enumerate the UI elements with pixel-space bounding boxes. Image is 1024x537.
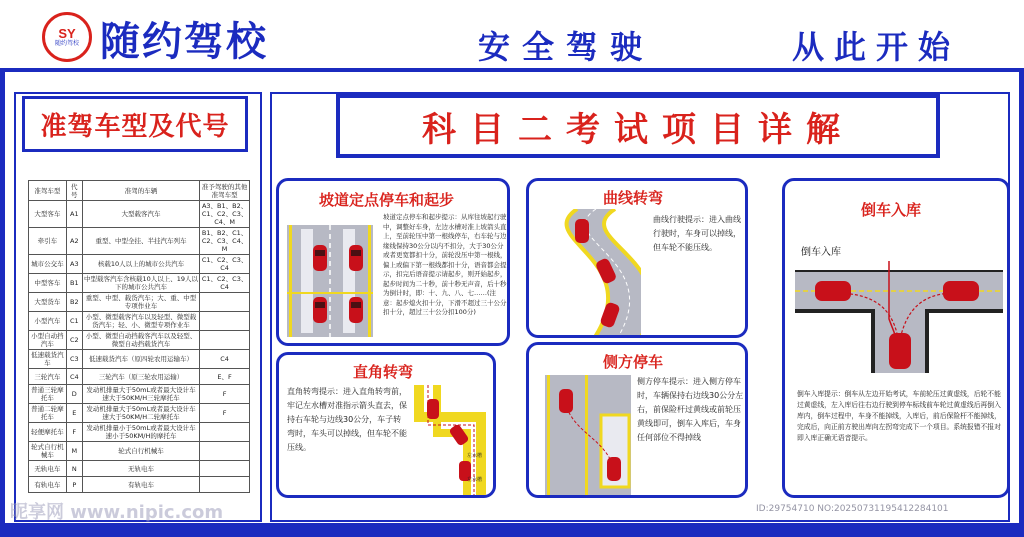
- table-header: 代号: [66, 181, 82, 201]
- table-cell: A3、B1、B2、C1、C2、C3、C4、M: [200, 201, 250, 228]
- right-edge: [1019, 72, 1024, 532]
- table-cell: 轮式自行机械车: [82, 442, 199, 461]
- table-cell: C4: [66, 369, 82, 385]
- table-cell: F: [200, 385, 250, 404]
- table-cell: 无轨电车: [29, 461, 67, 477]
- table-cell: 小型汽车: [29, 312, 67, 331]
- logo-subtext: 随约驾校: [54, 39, 79, 47]
- car-icon: [815, 281, 851, 301]
- table-cell: 小型、微型自动挡载客汽车以及轻型、微型自动挡载货汽车: [82, 331, 199, 350]
- table-cell: 有轨电车: [29, 477, 67, 493]
- table-cell: 大型货车: [29, 293, 67, 312]
- table-cell: [200, 423, 250, 442]
- table-header: 准驾的车辆: [82, 181, 199, 201]
- table-cell: 重型、中型全挂、半挂汽车列车: [82, 228, 199, 255]
- table-row: [29, 331, 250, 350]
- table-cell: B1、B2、C1、C2、C3、C4、M: [200, 228, 250, 255]
- side-parking-text: 侧方停车提示：进入侧方停车时，车辆保持右边线30公分左右，前保险杆过黄线或前轮压黄线即可，倒车入库后，车身任何部位不得掉线: [637, 377, 744, 442]
- table-row: [29, 423, 250, 442]
- table-row: [29, 461, 250, 477]
- table-cell: 大型载客汽车: [82, 201, 199, 228]
- curve-title: 曲线转弯: [603, 189, 664, 207]
- table-cell: 发动机排量小于50mL或者最大设计车速小于50KM/H的摩托车: [82, 423, 199, 442]
- table-cell: [200, 312, 250, 331]
- table-cell: [200, 477, 250, 493]
- table-row: [29, 350, 250, 369]
- watermark-right: ID:29754710 NO:20250731195412284101: [756, 504, 949, 514]
- table-cell: F: [200, 404, 250, 423]
- table-cell: 三轮汽车: [29, 369, 67, 385]
- car-icon: [943, 281, 979, 301]
- water-trough-label-2: 左水槽: [467, 477, 483, 483]
- table-row: [29, 293, 250, 312]
- table-cell: C1、C2、C3、C4: [200, 274, 250, 293]
- table-cell: C1: [66, 312, 82, 331]
- table-cell: 牵引车: [29, 228, 67, 255]
- table-cell: A2: [66, 228, 82, 255]
- logo-mark: SY: [58, 25, 76, 41]
- table-row: [29, 477, 250, 493]
- table-row: [29, 255, 250, 274]
- license-title-box: [22, 96, 248, 152]
- table-row: [29, 442, 250, 461]
- table-row: [29, 201, 250, 228]
- table-cell: M: [66, 442, 82, 461]
- table-cell: 发动机排量大于50mL或者最大设计车速大于50KM/H二轮摩托车: [82, 404, 199, 423]
- table-cell: [200, 461, 250, 477]
- table-cell: 无轨电车: [82, 461, 199, 477]
- school-name: 随约驾校: [100, 19, 268, 65]
- left-edge: [0, 72, 5, 532]
- table-row: [29, 274, 250, 293]
- table-cell: 三轮汽车（原三轮农用运输）: [82, 369, 199, 385]
- car-icon: [575, 219, 589, 243]
- table-cell: A1: [66, 201, 82, 228]
- side-parking-scene: [545, 375, 631, 495]
- table-header: 准驾车型: [29, 181, 67, 201]
- table-cell: 普通三轮摩托车: [29, 385, 67, 404]
- table-cell: D: [66, 385, 82, 404]
- reverse-parking-scene: [795, 249, 1003, 377]
- license-table: [28, 180, 250, 493]
- car-icon: [313, 245, 327, 271]
- table-cell: 核载10人以上的城市公共汽车: [82, 255, 199, 274]
- table-cell: 轻便摩托车: [29, 423, 67, 442]
- table-cell: 小型、微型载客汽车以及轻型、微型载货汽车；轻、小、微型专项作业车: [82, 312, 199, 331]
- table-cell: 普通二轮摩托车: [29, 404, 67, 423]
- right-angle-title: 直角转弯: [353, 363, 414, 381]
- table-cell: 中型载客汽车含核载10人以上、19人以下的城市公共汽车: [83, 275, 198, 291]
- curve-scene: [545, 209, 641, 337]
- table-header-row: [29, 181, 250, 201]
- table-row: [29, 312, 250, 331]
- table-cell: N: [66, 461, 82, 477]
- reverse-parking-text: 倒车入库提示：倒车从左边开始考试，车前轮压过黄虚线，后轮不能过黄虚线，左入库后往右边行驶到停车标线前车轮过黄虚线后再倒入库内，倒车过程中，车身不能掉线，入库后，前后保险杆不能掉线，完成后，向正前方驶出库向左拐弯完成下一个项目。系统报错不报对即入库正确无语音提示。: [797, 390, 1001, 442]
- car-icon: [313, 297, 327, 323]
- table-cell: [200, 331, 250, 350]
- reverse-parking-title: 倒车入库: [861, 201, 922, 219]
- exam-title: 科目二考试项目详解: [422, 109, 854, 150]
- table-cell: 城市公交车: [29, 255, 67, 274]
- footer-bar: [0, 523, 1024, 537]
- table-row: [29, 385, 250, 404]
- exam-title-box: [336, 94, 940, 158]
- side-parking-title: 侧方停车: [603, 353, 664, 371]
- table-header: 准予驾驶的其他准驾车型: [200, 181, 250, 201]
- table-cell: [200, 293, 250, 312]
- card-side-parking: [526, 342, 748, 498]
- car-icon: [349, 245, 363, 271]
- table-cell: E、F: [200, 369, 250, 385]
- slope-scene: [287, 225, 373, 337]
- table-cell: C4: [200, 350, 250, 369]
- table-cell: B1: [66, 274, 82, 293]
- table-cell: C1、C2、C3、C4: [200, 255, 250, 274]
- table-cell: 中型客车: [29, 274, 67, 293]
- table-cell: C2: [66, 331, 82, 350]
- car-icon: [889, 333, 911, 369]
- right-angle-text: 直角转弯提示：进入直角转弯前，牢记左水槽对准指示箭头直去，保持右车轮与边线30公分，车子转弯时，车头可以掉线，但车轮不能压线。: [287, 387, 407, 452]
- table-cell: A3: [66, 255, 82, 274]
- table-cell: B2: [66, 293, 82, 312]
- table-cell: 重型、中型、载货汽车；大、重、中型专项作业车: [82, 293, 199, 312]
- school-logo: [42, 12, 92, 62]
- table-cell: 大型客车: [29, 201, 67, 228]
- slogan-right: 从此开始: [792, 28, 961, 66]
- card-right-angle: [276, 352, 496, 498]
- card-curve: [526, 178, 748, 338]
- table-cell: 小型自动挡汽车: [29, 331, 67, 350]
- table-cell: C3: [66, 350, 82, 369]
- right-angle-scene: [411, 385, 496, 495]
- table-cell: 发动机排量大于50mL或者最大设计车速大于50KM/H三轮摩托车: [82, 385, 199, 404]
- table-cell: [200, 442, 250, 461]
- table-cell: P: [66, 477, 82, 493]
- table-row: [29, 404, 250, 423]
- table-cell: 低速载货汽车（原四轮农用运输车）: [82, 350, 199, 369]
- curve-text: 曲线行驶提示：进入曲线行驶时，车身可以掉线，但车轮不能压线。: [653, 215, 741, 252]
- table-cell: 有轨电车: [82, 477, 199, 493]
- car-icon: [607, 457, 621, 481]
- reverse-parking-label: 倒车入库: [801, 247, 841, 258]
- license-table-body: [29, 201, 250, 493]
- card-slope: [276, 178, 510, 346]
- table-cell: 低速载货汽车: [29, 350, 67, 369]
- car-icon: [427, 399, 439, 419]
- table-cell: F: [66, 423, 82, 442]
- car-icon: [559, 389, 573, 413]
- water-trough-label-1: 左水槽: [467, 453, 483, 459]
- slope-text: 坡道定点停车和起步提示：从库往坡起行驶中，调整好车身，左边水槽对准上坡箭头直上，至前轮压中第一根线停车，右车轮与边缘线保持30公分以内不扣分，大于30公分或者更宽都扣十分，前轮没压中第一根线，偏上或偏下第一根线都扣十分，语音都会提示，扣完后语音提示请起步，则开始起步，起步时间为二十秒，前十秒无声音，后十秒为倒计时，即：十、九、八、七……(注意：起步熄火扣十分，下滑不超过三十公分扣十分，超过三十公分扣100分): [383, 213, 507, 316]
- license-title: 准驾车型及代号: [40, 111, 230, 142]
- car-icon: [349, 297, 363, 323]
- slope-title: 坡道定点停车和起步: [319, 191, 455, 209]
- table-cell: E: [66, 404, 82, 423]
- card-reverse-parking: [782, 178, 1010, 498]
- table-row: [29, 369, 250, 385]
- slogan-left: 安全驾驶: [478, 28, 655, 66]
- watermark-left: 昵享网 www.nipic.com: [10, 502, 224, 523]
- table-row: [29, 228, 250, 255]
- table-cell: 轮式自行机械车: [29, 442, 67, 461]
